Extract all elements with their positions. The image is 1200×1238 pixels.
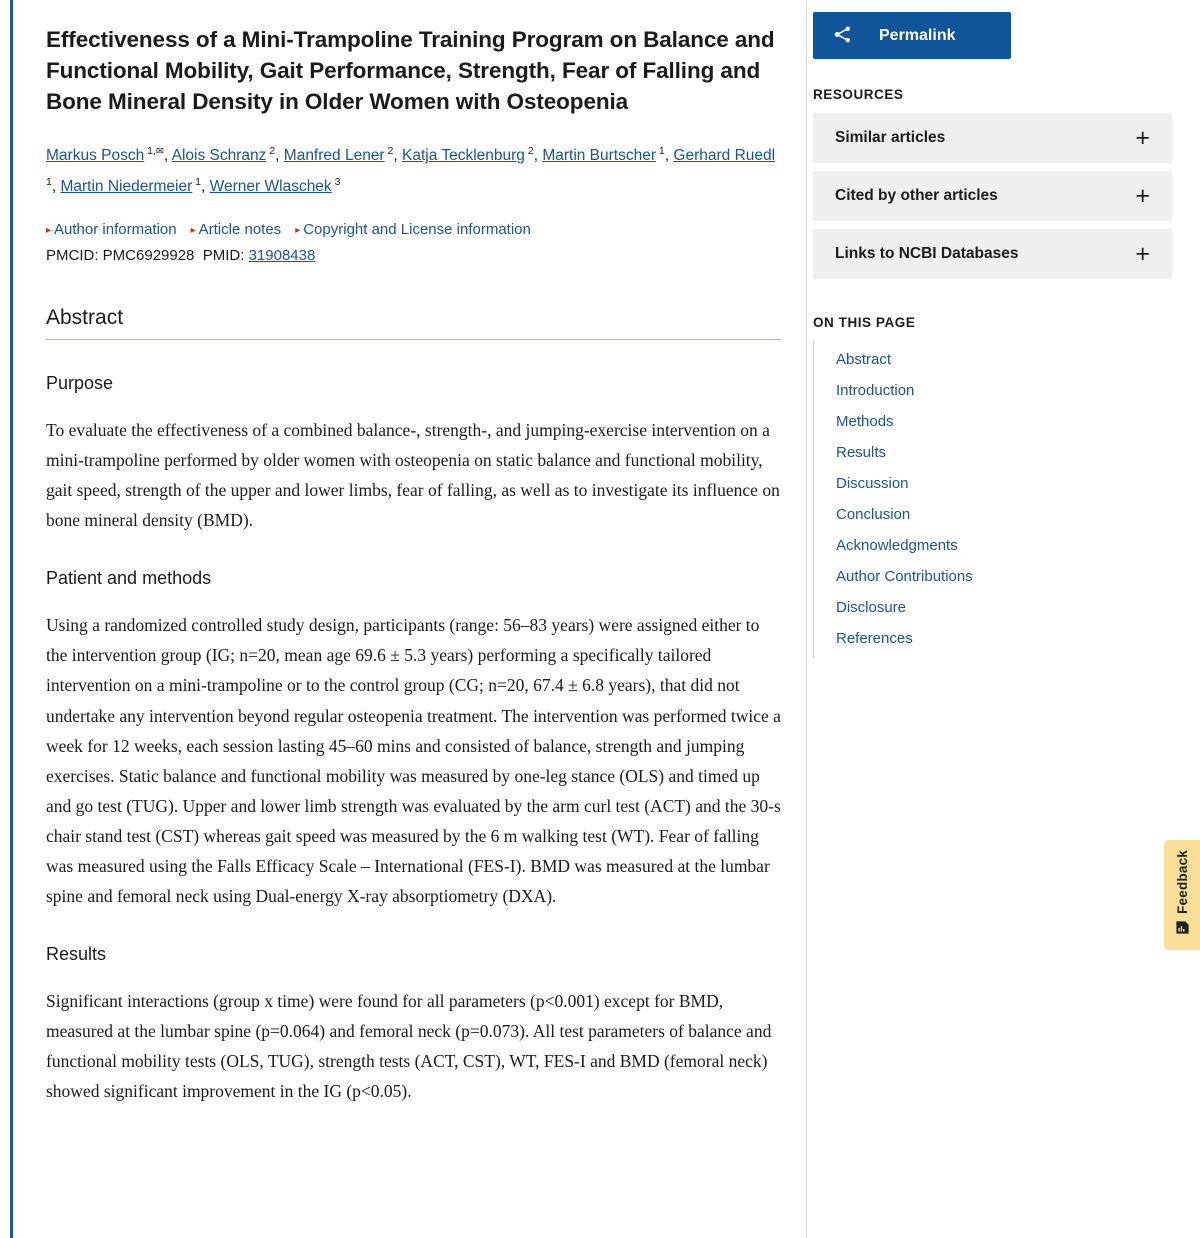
resources-heading: RESOURCES [813,87,904,102]
plus-icon[interactable]: + [1135,181,1150,210]
next-section-heading-clipped [46,1137,781,1147]
on-this-page-link[interactable]: Author Contributions [836,568,973,585]
on-this-page-link[interactable]: References [836,630,913,647]
on-this-page-link[interactable]: Conclusion [836,506,911,523]
author-affiliation-superscript: 1 [192,175,202,188]
author-affiliation-superscript: 3 [331,175,341,188]
resource-accordion-row[interactable] [813,171,1172,221]
author-affiliation-superscript: 1 [656,145,665,158]
meta-link-label: Author information [54,220,177,238]
share-icon [832,24,853,48]
on-this-page-link[interactable]: Introduction [836,382,915,399]
feedback-tab-label: Feedback [1174,849,1190,914]
on-this-page-link[interactable]: Results [836,444,887,461]
on-this-page-link[interactable]: Acknowledgments [836,537,958,554]
author-affiliation-superscript: 2 [384,145,394,158]
meta-links-row [46,221,781,238]
permalink-button-label: Permalink [879,26,956,44]
meta-link[interactable] [295,221,531,238]
on-this-page-link[interactable]: Methods [836,413,894,430]
author-list: Markus Posch $^{1,✉}$, Alois Schranz $^2$, Manfred Lener $^2$, Katja Tecklenburg $^2$, Martin Burtscher $^1$, Gerhard Ruedl $^1$, Martin Niedermeier $^1$, Werner Wlaschek $^3$ [46,145,776,195]
author-link[interactable]: Werner Wlaschek [209,177,332,195]
section-heading-patient-and-methods: Patient and methods [46,568,212,589]
plus-icon[interactable]: + [1135,123,1150,152]
author-link[interactable]: Alois Schranz [171,147,267,165]
pmid-label: PMID: [202,246,245,264]
on-this-page-link[interactable]: Abstract [836,351,892,368]
resource-accordion-row[interactable] [813,229,1172,279]
section-heading-results: Results [46,944,107,965]
article-identifiers [46,247,781,264]
section-body-patient-and-methods: Using a randomized controlled study design, participants (range: 56–83 years) were assigned either to the intervention group (IG; n=20, mean age 69.6 ± 5.3 years) performing a specifically tailored intervention on a mini-trampoline or to the control group (CG; n=20, 67.4 ± 6.8 years), that did not undertake any intervention beyond regular osteopenia treatment. The intervention was performed twice a week for 12 weeks, each session lasting 45–60 mins and consisted of balance, strength and jumping exercises. Static balance and functional mobility was measured by one-leg stance (OLS) and timed up and go test (TUG). Upper and lower limb strength was evaluated by the arm curl test (ACT) and the 30-s chair stand test (CST) whereas gait speed was measured by the 6 m walking test (WT). Fear of falling was measured using the Falls Efficacy Scale – International (FES-I). BMD was measured at the lumbar spine and femoral neck using Dual-energy X-ray absorptiometry (DXA). [46,615,781,907]
author-affiliation-superscript: 2 [266,145,276,158]
author-affiliation-superscript: 1 [46,175,52,188]
pmcid-value: PMC6929928 [102,246,195,264]
meta-link[interactable] [191,221,282,238]
on-this-page-heading: ON THIS PAGE [813,315,916,330]
resources-list [813,113,1172,279]
author-link[interactable]: Martin Niedermeier [60,177,193,195]
meta-link-label: Copyright and License information [303,220,531,238]
author-link[interactable]: Manfred Lener [283,147,385,165]
author-link[interactable]: Katja Tecklenburg [401,147,525,165]
author-link[interactable]: Martin Burtscher [542,147,657,165]
plus-icon[interactable]: + [1135,239,1150,268]
resource-accordion-label: Cited by other articles [835,187,998,204]
triangle-right-icon: ▸ [46,224,52,236]
meta-link[interactable] [46,221,177,238]
abstract-heading: Abstract [46,306,781,340]
permalink-button[interactable] [813,12,1011,59]
section-body-results: Significant interactions (group x time) were found for all parameters (p<0.001) except for BMD, measured at the lumbar spine (p=0.064) and femoral neck (p=0.073). All test parameters of balance and functional mobility tests (OLS, TUG), strength tests (ACT, CST), WT, FES-I and BMD (femoral neck) showed significant improvement in the IG (p<0.05). [46,991,772,1102]
author-link[interactable]: Gerhard Ruedl [673,147,776,165]
sidebar-column [807,0,1200,1238]
triangle-right-icon: ▸ [190,224,196,236]
corresponding-author-envelope-icon: ✉ [155,146,164,158]
author-affiliation-superscript: 2 [524,145,534,158]
page-title: Effectiveness of a Mini-Trampoline Training Program on Balance and Functional Mobility, Gait Performance, Strength, Fear of Falling and Bone Mineral Density in Older Women with Osteopenia [46,27,775,115]
resource-accordion-label: Similar articles [835,129,946,146]
feedback-tab[interactable] [1164,840,1200,950]
on-this-page-nav [813,340,1172,658]
on-this-page-link[interactable]: Discussion [836,475,909,492]
chart-icon [1175,920,1190,940]
pmcid-label: PMCID: [46,246,99,264]
resource-accordion-label: Links to NCBI Databases [835,245,1019,262]
section-heading-purpose: Purpose [46,372,114,393]
meta-link-label: Article notes [198,220,282,238]
triangle-right-icon: ▸ [295,224,301,236]
on-this-page-link[interactable]: Disclosure [836,599,907,616]
author-link[interactable]: Markus Posch [46,147,145,165]
resource-accordion-row[interactable] [813,113,1172,163]
pmid-link[interactable]: 31908438 [248,246,316,264]
author-affiliation-superscript: 1, [144,145,156,158]
section-body-purpose: To evaluate the effectiveness of a combined balance-, strength-, and jumping-exercise intervention on a mini-trampoline performed by older women with osteopenia on static balance and functional mobility, gait speed, strength of the upper and lower limbs, fear of falling, as well as to investigate its influence on bone mineral density (BMD). [46,419,780,531]
